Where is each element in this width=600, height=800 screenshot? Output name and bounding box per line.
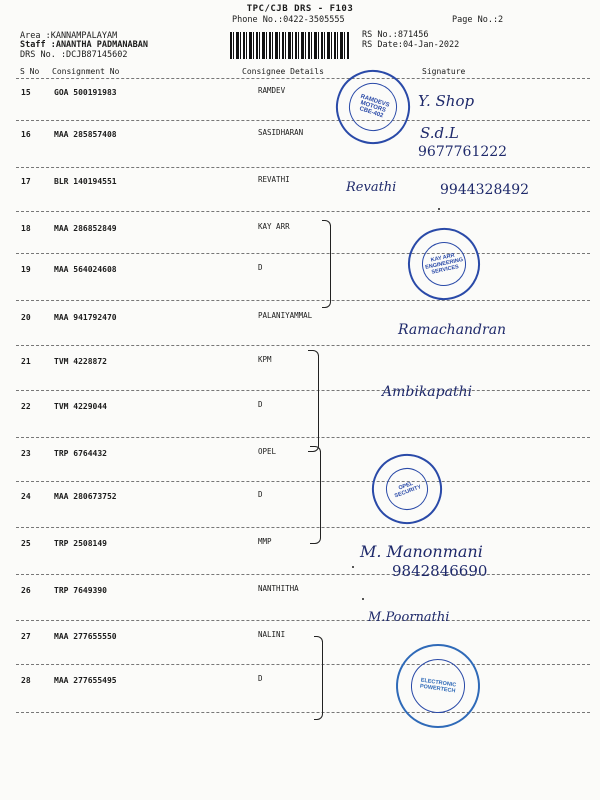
row-consignee: KPM xyxy=(258,355,272,364)
row-consignee: KAY ARR xyxy=(258,222,290,231)
row-consignment: MAA 277655550 xyxy=(54,632,117,641)
row-consignee: OPEL xyxy=(258,447,277,456)
row-consignee: D xyxy=(258,674,263,683)
bracket-23-24 xyxy=(310,446,321,544)
row-consignment: BLR 140194551 xyxy=(54,177,117,186)
row-consignee: D xyxy=(258,490,263,499)
bracket-21-22 xyxy=(308,350,319,452)
signature-mmp: M. Manonmani xyxy=(360,542,483,561)
staff-label: Staff :ANANTHA PADMANABAN xyxy=(20,40,148,50)
row-sno: 21 xyxy=(21,357,31,366)
row-consignee: REVATHI xyxy=(258,175,290,184)
row-sno: 22 xyxy=(21,402,31,411)
signature-revathi: Revathi xyxy=(346,180,397,195)
kay-arr-stamp: KAY ARR ENGINEERING SERVICES xyxy=(401,221,486,306)
signature-nanthitha: M.Poornathi xyxy=(368,610,450,625)
signature-sasidharan: S.d.L xyxy=(420,124,459,142)
document-title: TPC/CJB DRS - F103 xyxy=(246,4,354,14)
row-consignee: SASIDHARAN xyxy=(258,128,304,137)
bracket-27-28 xyxy=(314,636,323,720)
row-separator xyxy=(16,211,590,212)
row-sno: 27 xyxy=(21,632,31,641)
bracket-18-19 xyxy=(322,220,331,308)
phone-mmp: 9842846690 xyxy=(392,562,488,580)
row-sno: 28 xyxy=(21,676,31,685)
row-sno: 20 xyxy=(21,313,31,322)
row-sno: 24 xyxy=(21,492,31,501)
row-consignment: GOA 500191983 xyxy=(54,88,117,97)
row-separator xyxy=(16,712,590,713)
row-separator xyxy=(16,253,590,254)
row-consignee: MMP xyxy=(258,537,272,546)
phone-number: Phone No.:0422-3505555 xyxy=(232,15,345,25)
header-rule xyxy=(16,78,590,79)
row-separator xyxy=(16,437,590,438)
row-sno: 23 xyxy=(21,449,31,458)
ink-mark xyxy=(438,208,440,210)
row-consignee: NANTHITHA xyxy=(258,584,299,593)
row-consignee: PALANIYAMMAL xyxy=(258,311,313,320)
col-consignee: Consignee Details xyxy=(242,67,324,76)
ramdevs-motors-stamp: RAMDEVS MOTORS CBE-402 xyxy=(326,60,419,153)
row-consignment: TVM 4229044 xyxy=(54,402,107,411)
signature-ramdev: Y. Shop xyxy=(418,92,475,110)
row-separator xyxy=(16,574,590,575)
rs-number: RS No.:871456 xyxy=(362,30,429,40)
row-separator xyxy=(16,620,590,621)
area-label: Area :KANNAMPALAYAM xyxy=(20,31,118,41)
row-consignment: TRP 6764432 xyxy=(54,449,107,458)
row-consignment: MAA 564024608 xyxy=(54,265,117,274)
ink-mark xyxy=(362,598,364,600)
row-separator xyxy=(16,481,590,482)
ink-mark xyxy=(352,566,354,568)
row-sno: 15 xyxy=(21,88,31,97)
row-consignment: MAA 941792470 xyxy=(54,313,117,322)
page-number: Page No.:2 xyxy=(452,15,504,25)
rs-date: RS Date:04-Jan-2022 xyxy=(362,40,460,50)
row-consignment: TVM 4228872 xyxy=(54,357,107,366)
row-separator xyxy=(16,664,590,665)
col-consignment: Consignment No xyxy=(52,67,120,76)
phone-sasidharan: 9677761222 xyxy=(418,144,508,160)
row-sno: 19 xyxy=(21,265,31,274)
signature-kpm: Ambikapathi xyxy=(382,384,473,400)
row-sno: 16 xyxy=(21,130,31,139)
row-consignment: MAA 286852849 xyxy=(54,224,117,233)
phone-revathi: 9944328492 xyxy=(440,182,530,198)
row-sno: 18 xyxy=(21,224,31,233)
row-consignment: MAA 285857408 xyxy=(54,130,117,139)
row-consignee: NALINI xyxy=(258,630,286,639)
row-consignment: MAA 280673752 xyxy=(54,492,117,501)
row-separator xyxy=(16,167,590,168)
row-consignment: TRP 7649390 xyxy=(54,586,107,595)
electronic-powertech-stamp: ELECTRONIC POWERTECH xyxy=(391,639,486,734)
barcode xyxy=(230,32,350,59)
row-consignee: D xyxy=(258,400,263,409)
row-sno: 25 xyxy=(21,539,31,548)
row-consignee: RAMDEV xyxy=(258,86,286,95)
row-consignee: D xyxy=(258,263,263,272)
row-separator xyxy=(16,527,590,528)
opel-stamp: OPEL SECURITY xyxy=(362,444,452,534)
signature-palaniyammal: Ramachandran xyxy=(398,322,507,338)
row-sno: 26 xyxy=(21,586,31,595)
row-separator xyxy=(16,345,590,346)
row-consignment: MAA 277655495 xyxy=(54,676,117,685)
drs-number: DRS No. :DCJB87145602 xyxy=(20,50,128,60)
row-separator xyxy=(16,120,590,121)
col-sno: S No xyxy=(20,67,40,76)
row-separator xyxy=(16,300,590,301)
col-signature: Signature xyxy=(422,67,466,76)
row-sno: 17 xyxy=(21,177,31,186)
row-separator xyxy=(16,390,590,391)
row-consignment: TRP 2508149 xyxy=(54,539,107,548)
